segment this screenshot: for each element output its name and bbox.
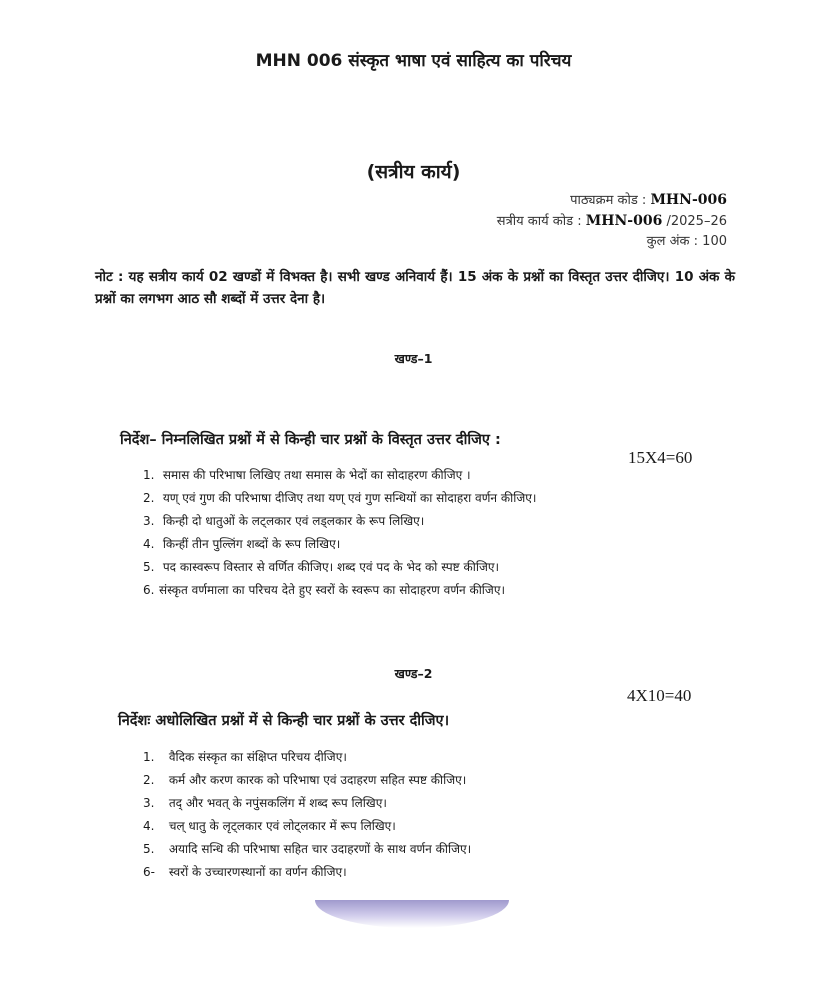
question-item [143, 579, 536, 602]
section-1-instruction: निर्देश– निम्नलिखित प्रश्नों में से किन्ही चार प्रश्नों के विस्तृत उत्तर दीजिए : [120, 432, 501, 448]
question-item [143, 746, 471, 769]
document-title: MHN 006 संस्कृत भाषा एवं साहित्य का परिचय [255, 51, 572, 71]
section-1-heading: खण्ड–1 [394, 351, 433, 366]
section-2-instruction: निर्देशः अधोलिखित प्रश्नों में से किन्ही चार प्रश्नों के उत्तर दीजिए। [118, 713, 450, 729]
question-item [143, 815, 471, 838]
assignment-code-line [497, 211, 727, 229]
assignment-heading: (सत्रीय कार्य) [366, 161, 461, 183]
question-item [143, 792, 471, 815]
section-1-question-list [143, 464, 536, 602]
question-text: पद कास्वरूप विस्तार से वर्णित कीजिए। शब्द एवं पद के भेद को स्पष्ट कीजिए। [162, 560, 500, 574]
question-item [143, 769, 471, 792]
question-item [143, 838, 471, 861]
question-text: तद् और भवत् के नपुंसकलिंग में शब्द रूप लिखिए। [168, 796, 387, 810]
question-text: संस्कृत वर्णमाला का परिचय देते हुए स्वरों के स्वरूप का सोदाहरण वर्णन कीजिए। [159, 583, 506, 597]
question-number: 3. [143, 796, 155, 810]
question-text: किन्ही दो धातुओं के लट्लकार एवं लड्लकार के रूप लिखिए। [162, 514, 425, 528]
session-value: /2025–26 [666, 214, 727, 229]
course-code-line [570, 190, 727, 208]
question-text: समास की परिभाषा लिखिए तथा समास के भेदों का सोदाहरण कीजिए । [162, 468, 471, 482]
question-number: 4. [143, 819, 155, 833]
total-marks-value: 100 [702, 234, 727, 249]
question-text: चल् धातु के लृट्लकार एवं लोट्लकार में रूप लिखिए। [168, 819, 396, 833]
question-item [143, 487, 536, 510]
assignment-code-value: MHN-006 [585, 213, 663, 229]
total-marks-line [647, 231, 727, 249]
instructions-note: नोट : यह सत्रीय कार्य 02 खण्डों में विभक्त है। सभी खण्ड अनिवार्य हैं। 15 अंक के प्रश्नों का विस्तृत उत्तर दीजिए। 10 अंक के प्रश्नों का लगभग आठ सौ शब्दों में उत्तर देना है। [95, 269, 735, 307]
section-2-heading: खण्ड–2 [394, 666, 433, 681]
section-1-marks: 15X4=60 [628, 448, 693, 467]
question-number: 2. [143, 491, 155, 505]
question-item [143, 510, 536, 533]
question-text: यण् एवं गुण की परिभाषा दीजिए तथा यण् एवं गुण सन्धियों का सोदाहरा वर्णन कीजिए। [162, 491, 537, 505]
question-number: 1. [143, 468, 155, 482]
question-text: कर्म और करण कारक को परिभाषा एवं उदाहरण सहित स्पष्ट कीजिए। [168, 773, 467, 787]
question-number: 5. [143, 560, 155, 574]
question-number: 6. [143, 583, 155, 597]
section-2-marks: 4X10=40 [627, 686, 692, 705]
question-number: 5. [143, 842, 155, 856]
section-2-question-list [143, 746, 471, 884]
question-item [143, 464, 536, 487]
total-marks-label: कुल अंक : [646, 234, 699, 249]
question-text: वैदिक संस्कृत का संक्षिप्त परिचय दीजिए। [168, 750, 347, 764]
decorative-arc [315, 900, 509, 928]
question-number: 2. [143, 773, 155, 787]
question-text: स्वरों के उच्चारणस्थानों का वर्णन कीजिए। [168, 865, 347, 879]
course-code-value: MHN-006 [650, 192, 727, 208]
question-item [143, 556, 536, 579]
course-code-label: पाठ्यक्रम कोड : [570, 193, 647, 208]
question-number: 3. [143, 514, 155, 528]
question-item [143, 861, 471, 884]
question-text: अयादि सन्धि की परिभाषा सहित चार उदाहरणों के साथ वर्णन कीजिए। [168, 842, 472, 856]
question-number: 4. [143, 537, 155, 551]
assignment-code-label: सत्रीय कार्य कोड : [496, 214, 582, 229]
question-number: 1. [143, 750, 155, 764]
question-number: 6- [143, 865, 155, 879]
question-item [143, 533, 536, 556]
question-text: किन्हीं तीन पुल्लिंग शब्दों के रूप लिखिए। [162, 537, 341, 551]
